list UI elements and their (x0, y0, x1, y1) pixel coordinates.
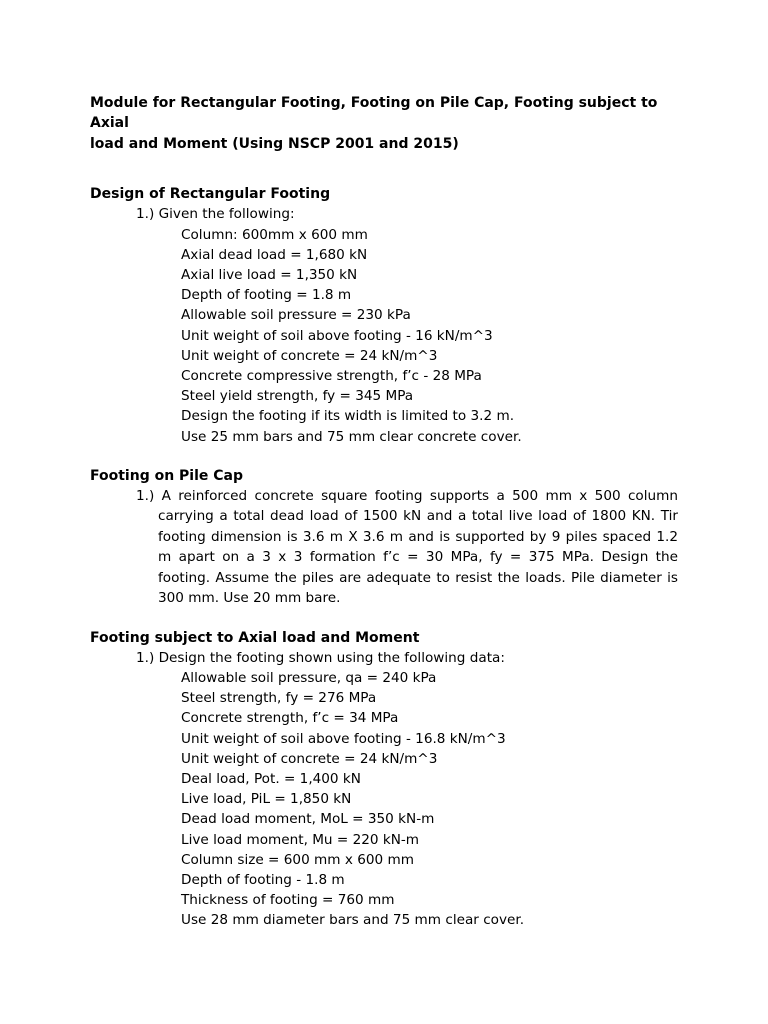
section-heading: Footing subject to Axial load and Moment (90, 629, 420, 646)
given-line: Steel yield strength, fy = 345 MPa (181, 388, 414, 405)
given-line: Allowable soil pressure = 230 kPa (181, 307, 411, 324)
given-line: Deal load, Pot. = 1,400 kN (181, 770, 361, 787)
given-line: Use 25 mm bars and 75 mm clear concrete cover. (181, 428, 522, 445)
section-axial-load-and-moment (90, 628, 678, 931)
given-line: Steel strength, fy = 276 MPa (181, 690, 377, 707)
given-line: Unit weight of soil above footing - 16 kN/m^3 (181, 327, 493, 344)
problem-item (136, 648, 678, 668)
document-page (90, 93, 678, 931)
title-line-1: Module for Rectangular Footing, Footing on Pile Cap, Footing subject to Axial (90, 95, 658, 132)
title-line-2: load and Moment (Using NSCP 2001 and 2015) (90, 135, 459, 152)
given-line: Axial dead load = 1,680 kN (181, 246, 368, 263)
section-heading: Design of Rectangular Footing (90, 186, 331, 203)
section-rectangular-footing (90, 184, 678, 447)
given-line: Unit weight of concrete = 24 kN/m^3 (181, 750, 438, 767)
section-heading: Footing on Pile Cap (90, 467, 244, 484)
given-line: Thickness of footing = 760 mm (181, 892, 395, 909)
given-line: Allowable soil pressure, qa = 240 kPa (181, 669, 437, 686)
given-line: Dead load moment, MoL = 350 kN-m (181, 811, 435, 828)
given-line: Concrete compressive strength, f’c - 28 MPa (181, 368, 482, 385)
document-title (90, 93, 678, 154)
given-line: Column: 600mm x 600 mm (181, 226, 368, 243)
given-list (90, 225, 678, 447)
given-line: Depth of footing = 1.8 m (181, 287, 352, 304)
given-line: Unit weight of soil above footing - 16.8 kN/m^3 (181, 730, 506, 747)
given-list (90, 668, 678, 931)
given-line: Live load moment, Mu = 220 kN-m (181, 831, 420, 848)
given-line: Column size = 600 mm x 600 mm (181, 851, 414, 868)
given-line: Concrete strength, f’c = 34 MPa (181, 710, 399, 727)
given-line: Design the footing if its width is limited to 3.2 m. (181, 408, 515, 425)
given-line: Unit weight of concrete = 24 kN/m^3 (181, 347, 438, 364)
problem-label: 1.) Given the following: (136, 206, 295, 223)
section-footing-on-pile-cap (90, 466, 678, 609)
given-line: Axial live load = 1,350 kN (181, 267, 358, 284)
problem-paragraph: 1.) A reinforced concrete square footing supports a 500 mm x 500 column carrying a total dead load of 1500 kN and a total live load of 1800 KN. Tir footing dimension is 3.6 m X 3.6 m and is supported by 9 piles spaced 1.2 m apart on a 3 x 3 formation f’c = 30 MPa, fy = 375 MPa. Design the footing. Assume the piles are adequate to resist the loads. Pile diameter is 300 mm. Use 20 mm bare. (136, 488, 678, 607)
problem-label: 1.) Design the footing shown using the following data: (136, 649, 505, 666)
given-line: Use 28 mm diameter bars and 75 mm clear cover. (181, 912, 525, 929)
given-line: Live load, PiL = 1,850 kN (181, 791, 352, 808)
given-line: Depth of footing - 1.8 m (181, 871, 345, 888)
problem-item (136, 204, 678, 224)
